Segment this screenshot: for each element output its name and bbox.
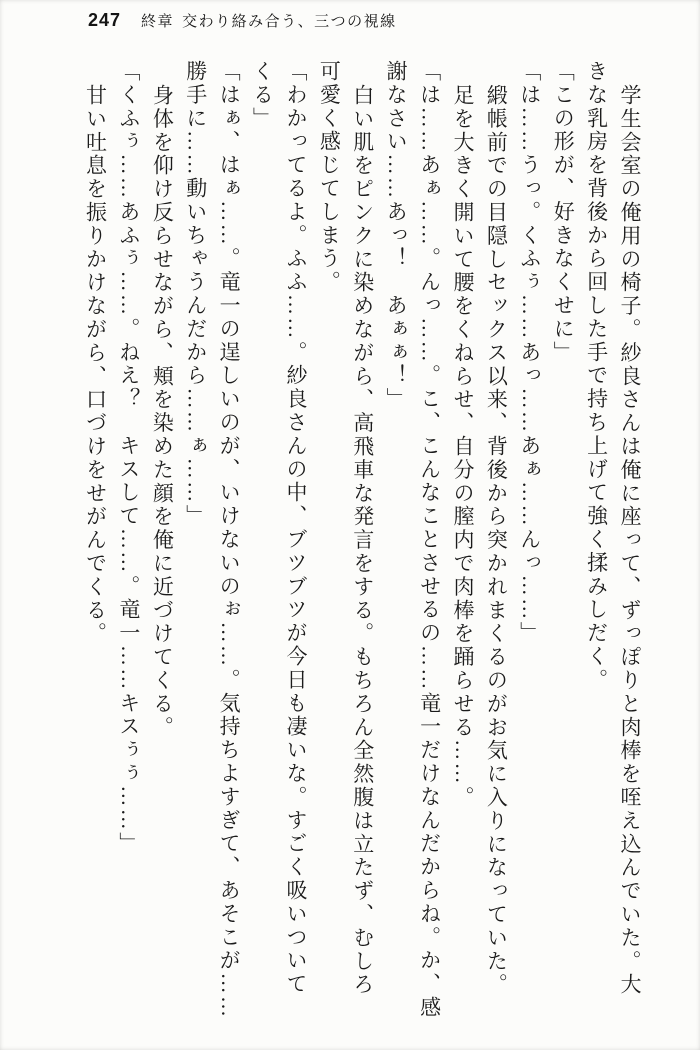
text-line: 「はぁ、はぁ……。竜一の逞しいのが、いけないのぉ……。気持ちよすぎて、あそこが…… (217, 60, 242, 1020)
chapter-label: 終章 (141, 13, 175, 30)
text-line: 「は……うっ。くふぅ……あっ……あぁ……んっ……」 (517, 60, 542, 645)
text-line: 可愛く感じてしまう。 (317, 60, 342, 294)
text-line: きな乳房を背後から回した手で持ち上げて強く揉みしだく。 (584, 60, 609, 692)
text-line: 「くふぅ……あふぅ……。ねえ？ キスして……。竜一……キスぅぅ……」 (116, 60, 141, 856)
chapter-title: 交わり絡み合う、三つの視線 (182, 13, 397, 30)
text-line: くる」 (250, 60, 275, 131)
text-line: 謝なさい……あっ！ あぁぁ！」 (384, 60, 409, 411)
vertical-text-block (78, 60, 646, 1050)
text-line: 学生会室の俺用の椅子。紗良さんは俺に座って、ずっぽりと肉棒を咥え込んでいた。大 (618, 83, 642, 997)
text-line: 「わかってるよ。ふふ……。紗良さんの中、ブツブツが今日も凄いな。すごく吸いついて (283, 60, 308, 996)
text-line: 「は……あぁ……。んっ……。こ、こんなことさせるの……竜一だけなんだからね。か、感 (417, 60, 442, 1020)
text-line: 緞帳前での目隠しセックス以来、背後から突かれまくるのがお気に入りになっていた。 (484, 83, 509, 997)
page-number: 247 (88, 10, 122, 30)
text-line: 甘い吐息を振りかけながら、口づけをせがんでくる。 (83, 83, 108, 646)
running-head (88, 10, 397, 31)
text-line: 勝手に……動いちゃうんだから……ぁ……」 (183, 60, 208, 528)
text-line: 白い肌をピンクに染めながら、高飛車な発言をする。もちろん全然腹は立たず、むしろ (350, 83, 375, 997)
text-line: 身体を仰け反らせながら、頬を染めた顔を俺に近づけてくる。 (150, 83, 175, 739)
text-line: 「この形が、好きなくせに」 (551, 60, 576, 365)
text-line: 足を大きく開いて腰をくねらせ、自分の膣内で肉棒を踊らせる……。 (450, 83, 475, 809)
